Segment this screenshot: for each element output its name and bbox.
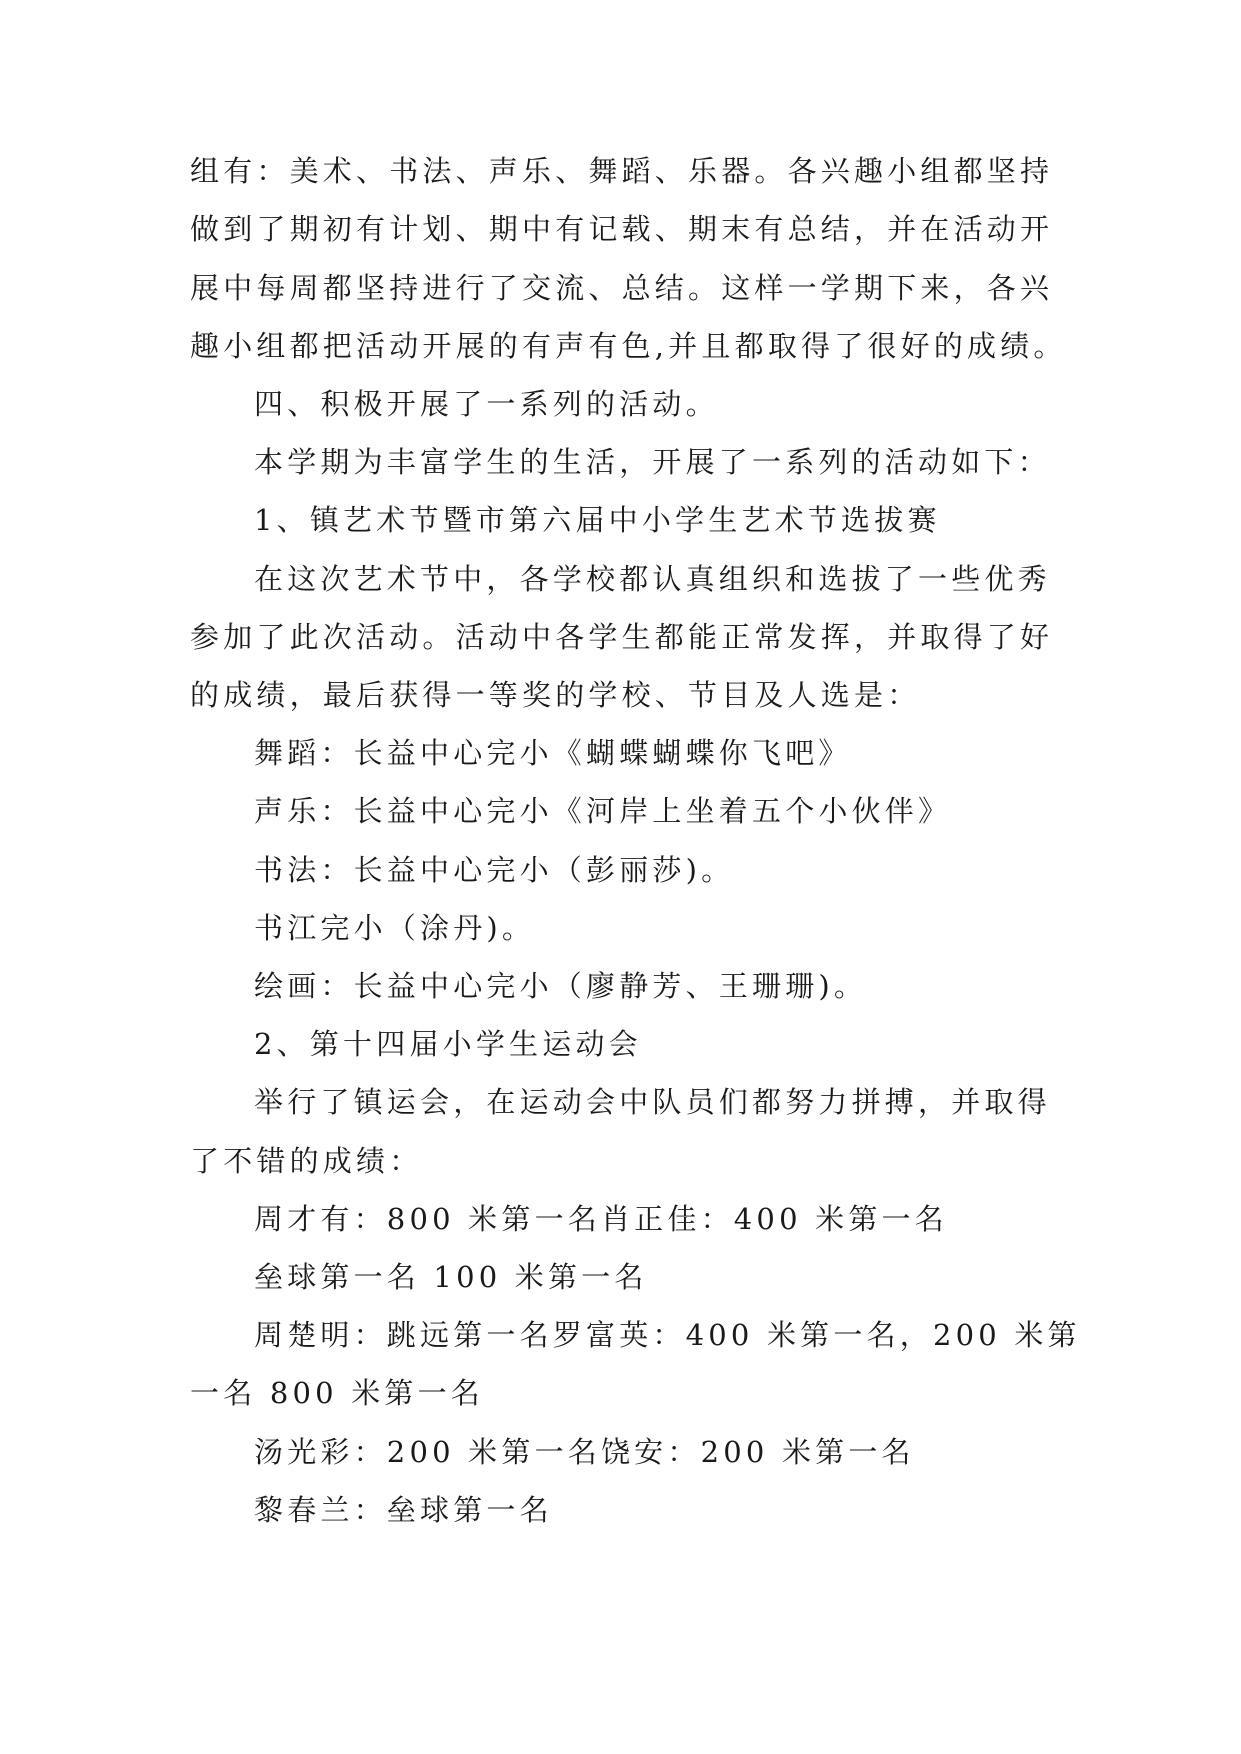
paragraph-line: 展中每周都坚持进行了交流、总结。这样一学期下来，各兴 [190, 271, 1054, 305]
paragraph-line: 组有：美术、书法、声乐、舞蹈、乐器。各兴趣小组都坚持 [190, 154, 1054, 188]
paragraph-line: 了不错的成绩： [190, 1144, 423, 1178]
paragraph-line: 做到了期初有计划、期中有记载、期末有总结，并在活动开 [190, 212, 1054, 246]
section-heading: 四、积极开展了一系列的活动。 [254, 387, 719, 421]
award-line: 书江完小（涂丹)。 [254, 911, 536, 945]
paragraph-line: 趣小组都把活动开展的有声有色,并且都取得了很好的成绩。 [190, 329, 1067, 363]
result-line: 周才有：800 米第一名肖正佳：400 米第一名 [254, 1202, 948, 1236]
award-line: 声乐：长益中心完小《河岸上坐着五个小伙伴》 [254, 794, 952, 828]
result-line: 垒球第一名 100 米第一名 [254, 1260, 648, 1294]
result-line: 一名 800 米第一名 [190, 1376, 484, 1410]
subsection-heading: 1、镇艺术节暨市第六届中小学生艺术节选拔赛 [254, 503, 941, 537]
paragraph-line: 在这次艺术节中，各学校都认真组织和选拔了一些优秀 [254, 562, 1051, 596]
paragraph-line: 举行了镇运会，在运动会中队员们都努力拼搏，并取得 [254, 1085, 1051, 1119]
award-line: 书法：长益中心完小（彭丽莎)。 [254, 853, 735, 887]
award-line: 舞蹈：长益中心完小《蝴蝶蝴蝶你飞吧》 [254, 736, 852, 770]
paragraph-line: 的成绩，最后获得一等奖的学校、节目及人选是： [190, 678, 921, 712]
award-line: 绘画：长益中心完小（廖静芳、王珊珊)。 [254, 969, 868, 1003]
result-line: 周楚明：跳远第一名罗富英：400 米第一名，200 米第 [254, 1318, 1081, 1352]
subsection-heading: 2、第十四届小学生运动会 [254, 1027, 642, 1061]
paragraph-line: 本学期为丰富学生的生活，开展了一系列的活动如下： [254, 445, 1051, 479]
result-line: 汤光彩：200 米第一名饶安：200 米第一名 [254, 1435, 915, 1469]
result-line: 黎春兰：垒球第一名 [254, 1493, 553, 1527]
paragraph-line: 参加了此次活动。活动中各学生都能正常发挥，并取得了好 [190, 620, 1054, 654]
